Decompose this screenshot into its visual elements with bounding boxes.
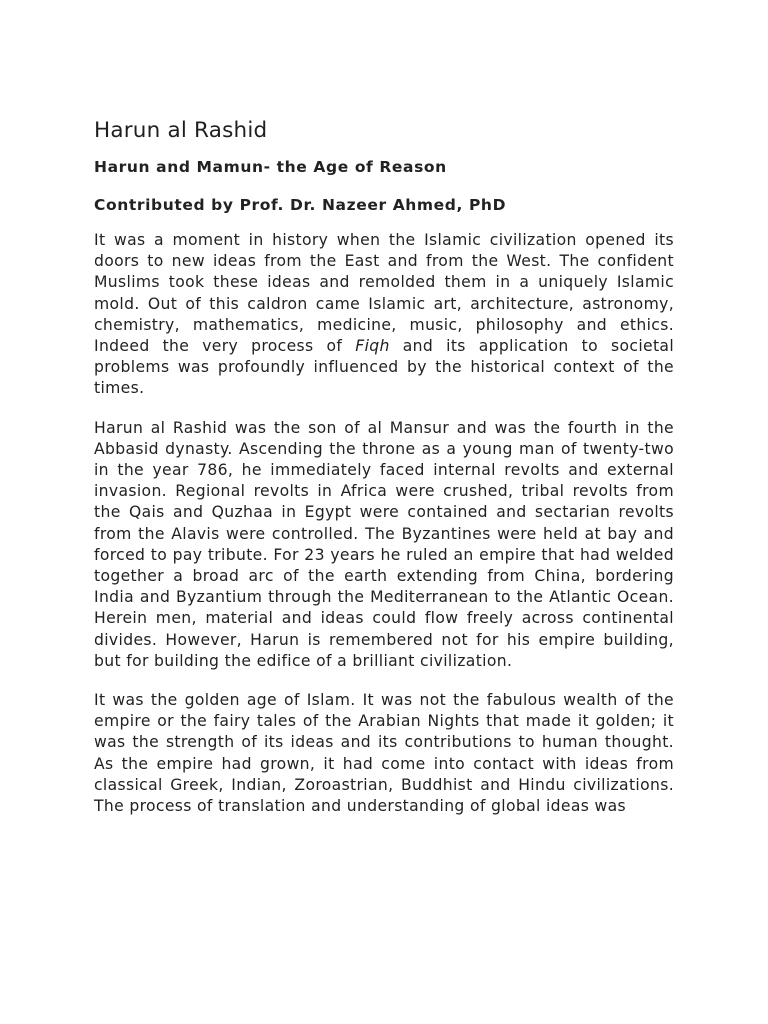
document-subtitle: Harun and Mamun- the Age of Reason — [94, 158, 447, 176]
paragraph-1-text-b: and its application to societal problems was profoundly influenced by the historical context of the times. — [94, 337, 674, 398]
paragraph-2: Harun al Rashid was the son of al Mansur and was the fourth in the Abbasid dynasty. Ascending the throne as a young man of twenty-two in the year 786, he immediately faced internal revolts and external invasion. Regional revolts in Africa were crushed, tribal revolts from the Qais and Quzhaa in Egypt were contained and sectarian revolts from the Alavis were controlled. The Byzantines were held at bay and forced to pay tribute. For 23 years he ruled an empire that had welded together a broad arc of the earth extending from China, bordering India and Byzantium through the Mediterranean to the Atlantic Ocean. Herein men, material and ideas could flow freely across continental divides. However, Harun is remembered not for his empire building, but for building the edifice of a brilliant civilization. — [94, 418, 674, 670]
paragraph-3: It was the golden age of Islam. It was not the fabulous wealth of the empire or the fairy tales of the Arabian Nights that made it golden; it was the strength of its ideas and its contributions to human thought. As the empire had grown, it had come into contact with ideas from classical Greek, Indian, Zoroastrian, Buddhist and Hindu civilizations. The process of translation and understanding of global ideas was — [94, 691, 674, 816]
paragraph-1 — [94, 230, 674, 400]
document-page — [94, 112, 674, 835]
fiqh-term: Fiqh — [355, 337, 390, 356]
paragraph-1-text-a: It was a moment in history when the Islamic civilization opened its doors to new ideas from the East and from the West. The confident Muslims took these ideas and remolded them in a uniquely Islamic mold. Out of this caldron came Islamic art, architecture, astronomy, chemistry, mathematics, medicine, music, philosophy and ethics. Indeed the very process of — [94, 231, 674, 356]
author-byline: Contributed by Prof. Dr. Nazeer Ahmed, PhD — [94, 196, 507, 214]
page-title: Harun al Rashid — [94, 118, 268, 143]
